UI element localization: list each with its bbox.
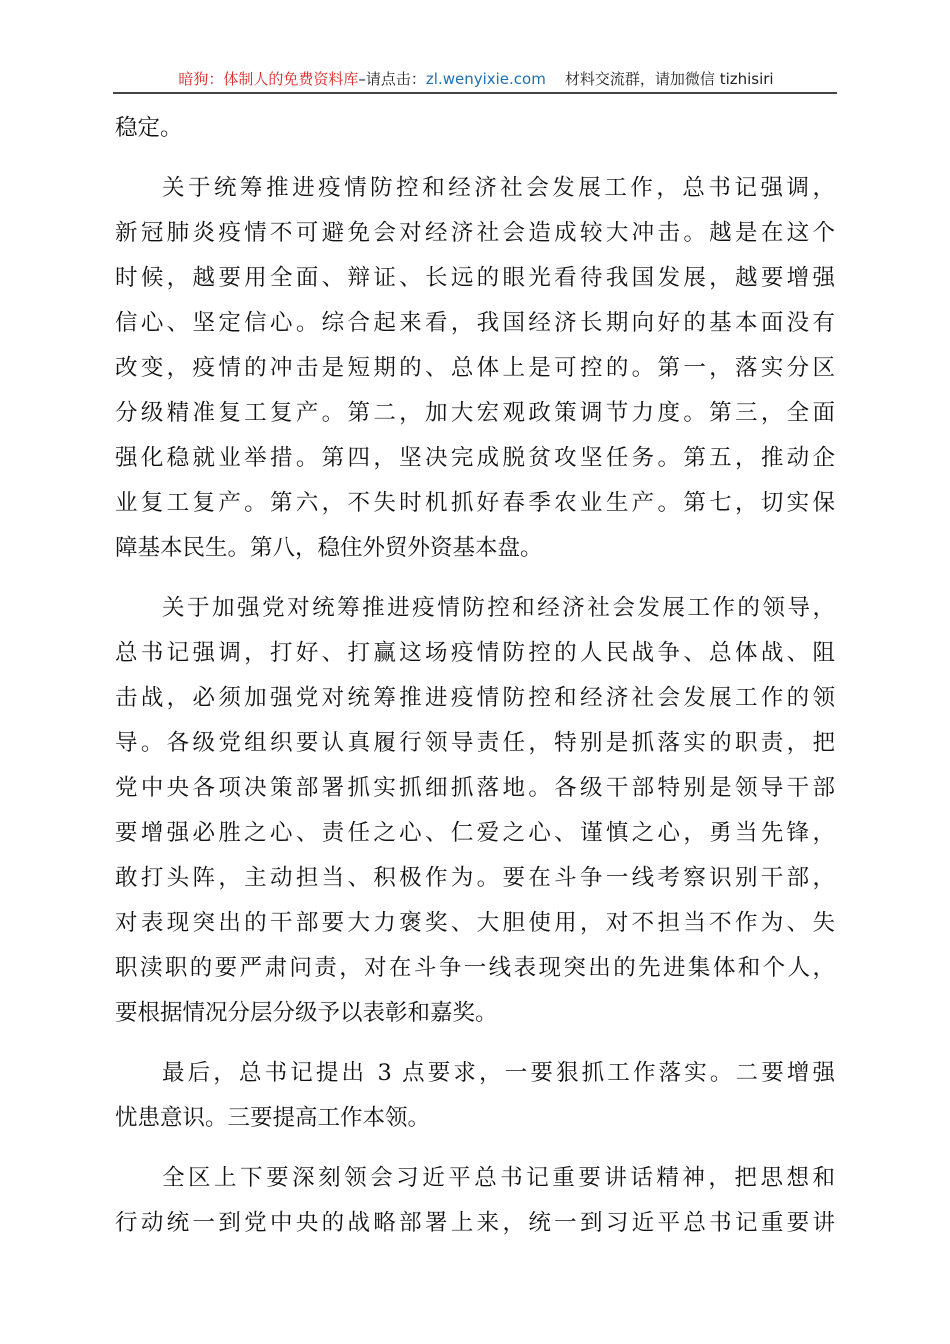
header-brand: 暗狗：体制人的免费资料库 (178, 70, 359, 88)
text-line: 要增强必胜之心、责任之心、仁爱之心、谨慎之心，勇当先锋， (115, 820, 835, 846)
text-line: 时候，越要用全面、辩证、长远的眼光看待我国发展，越要增强 (115, 265, 835, 291)
text-line: 导。各级党组织要认真履行领导责任，特别是抓落实的职责，把 (115, 730, 835, 756)
text-line: 击战，必须加强党对统筹推进疫情防控和经济社会发展工作的领 (115, 685, 835, 711)
text-line: 关于统筹推进疫情防控和经济社会发展工作，总书记强调， (162, 175, 835, 201)
text-line: 职渎职的要严肃问责，对在斗争一线表现突出的先进集体和个人， (115, 955, 835, 981)
text-line: 对表现突出的干部要大力褒奖、大胆使用，对不担当不作为、失 (115, 910, 835, 936)
text-line: 行动统一到党中央的战略部署上来，统一到习近平总书记重要讲 (115, 1210, 835, 1236)
text-line: 全区上下要深刻领会习近平总书记重要讲话精神，把思想和 (162, 1165, 835, 1191)
text-line: 敢打头阵，主动担当、积极作为。要在斗争一线考察识别干部， (115, 865, 835, 891)
text-line: 新冠肺炎疫情不可避免会对经济社会造成较大冲击。越是在这个 (115, 220, 835, 246)
text-line: 关于加强党对统筹推进疫情防控和经济社会发展工作的领导， (162, 595, 835, 621)
text-line: 总书记强调，打好、打赢这场疫情防控的人民战争、总体战、阻 (115, 640, 835, 666)
text-line: 党中央各项决策部署抓实抓细抓落地。各级干部特别是领导干部 (115, 775, 835, 801)
text-line: 最后，总书记提出 3 点要求，一要狠抓工作落实。二要增强 (162, 1060, 835, 1086)
text-line: 要根据情况分层分级予以表彰和嘉奖。 (115, 1000, 498, 1026)
text-line: 业复工复产。第六，不失时机抓好春季农业生产。第七，切实保 (115, 490, 835, 516)
text-line: 分级精准复工复产。第二，加大宏观政策调节力度。第三，全面 (115, 400, 835, 426)
header-click-prompt: –请点击： (358, 70, 426, 88)
paragraph (115, 1055, 835, 1145)
document-body (115, 110, 835, 1265)
text-line: 障基本民生。第八，稳住外贸外资基本盘。 (115, 535, 543, 561)
text-line: 强化稳就业举措。第四，坚决完成脱贫攻坚任务。第五，推动企 (115, 445, 835, 471)
header-url-link[interactable]: zl.wenyixie.com (425, 70, 546, 88)
text-line: 信心、坚定信心。综合起来看，我国经济长期向好的基本面没有 (115, 310, 835, 336)
paragraph (115, 1160, 835, 1250)
text-line: 稳定。 (115, 115, 183, 141)
text-line: 忧患意识。三要提高工作本领。 (115, 1105, 431, 1131)
paragraph (115, 590, 835, 1040)
paragraph (115, 170, 835, 575)
page-header (115, 68, 837, 89)
text-line: 改变，疫情的冲击是短期的、总体上是可控的。第一，落实分区 (115, 355, 835, 381)
header-group-info: 材料交流群，请加微信 tizhisiri (564, 70, 774, 88)
header-divider (113, 92, 837, 94)
paragraph (115, 110, 835, 155)
